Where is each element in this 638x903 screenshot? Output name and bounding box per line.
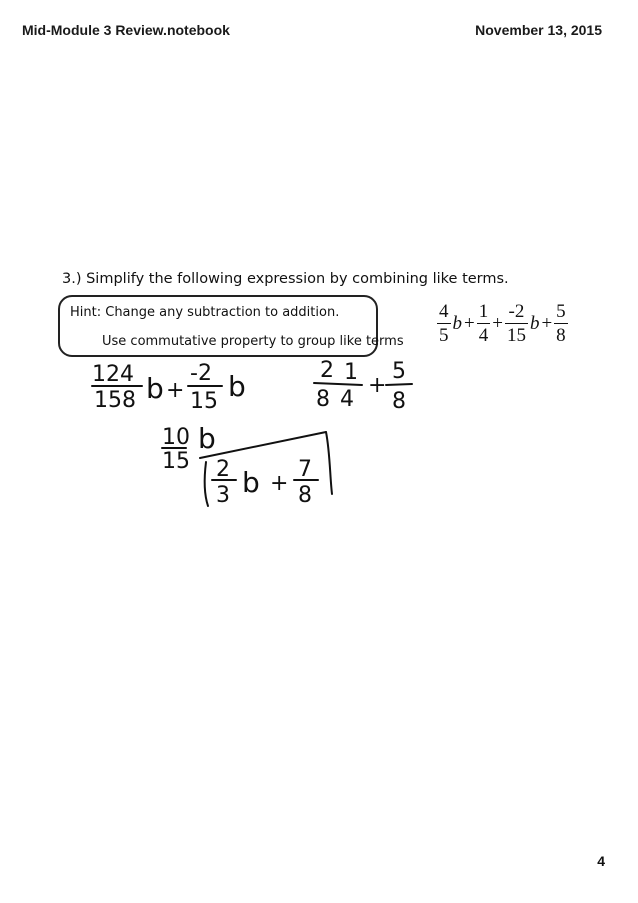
plus-sign: + bbox=[541, 312, 553, 334]
hw-denominator: 15 bbox=[94, 388, 122, 413]
box-top-line bbox=[200, 432, 326, 458]
page-number: 4 bbox=[597, 853, 605, 869]
notebook-date: November 13, 2015 bbox=[475, 22, 602, 38]
denominator: 4 bbox=[478, 325, 489, 346]
hint-line-1: Hint: Change any subtraction to addition. bbox=[70, 305, 340, 320]
hw-numerator: 2 bbox=[216, 457, 230, 482]
denominator: 15 bbox=[506, 325, 526, 346]
hw-denominator: 8 bbox=[316, 387, 330, 412]
hw-numerator: 12 bbox=[92, 362, 120, 387]
hw-variable-b: b bbox=[242, 466, 260, 499]
variable-b: b bbox=[452, 312, 462, 334]
fraction-bar bbox=[386, 384, 412, 385]
hw-variable-b: b bbox=[228, 370, 246, 403]
denominator: 5 bbox=[439, 325, 449, 346]
hw-numerator: 1 bbox=[344, 360, 358, 385]
hw-variable-b: b bbox=[198, 422, 216, 455]
hw-numerator: 7 bbox=[298, 457, 312, 482]
plus-sign: + bbox=[492, 312, 503, 334]
hw-variable-b: b bbox=[146, 372, 164, 405]
hw-denominator: 3 bbox=[216, 483, 230, 508]
plus-sign: + bbox=[464, 312, 475, 334]
notebook-title: Mid-Module 3 Review.notebook bbox=[22, 22, 230, 38]
numerator: 4 bbox=[439, 301, 449, 322]
hw-plus-sign: + bbox=[368, 373, 387, 398]
hw-numerator-crossed: 4 bbox=[120, 362, 134, 387]
numerator: -2 bbox=[508, 301, 525, 322]
hw-denominator: 8 bbox=[392, 389, 406, 414]
numerator: 1 bbox=[478, 301, 489, 322]
numerator: 5 bbox=[556, 301, 566, 322]
hw-numerator: 10 bbox=[162, 425, 190, 450]
right-bracket bbox=[326, 432, 332, 494]
hw-numerator: 5 bbox=[392, 359, 406, 384]
hw-denominator-crossed: 8 bbox=[122, 388, 136, 413]
problem-prompt: 3.) Simplify the following expression by combining like terms. bbox=[62, 271, 509, 287]
denominator: 8 bbox=[556, 325, 566, 346]
hw-plus-sign: + bbox=[270, 471, 289, 496]
hw-numerator: 2 bbox=[320, 358, 334, 383]
hw-plus-sign: + bbox=[166, 378, 185, 403]
hw-denominator: 15 bbox=[190, 389, 218, 414]
hw-numerator: -2 bbox=[190, 361, 212, 386]
variable-b: b bbox=[529, 312, 540, 334]
left-bracket bbox=[205, 462, 208, 506]
hint-line-2: Use commutative property to group like terms bbox=[102, 334, 404, 349]
hw-denominator-crossed: 4 bbox=[340, 387, 354, 412]
hw-denominator: 15 bbox=[162, 449, 190, 474]
hw-denominator: 8 bbox=[298, 483, 312, 508]
